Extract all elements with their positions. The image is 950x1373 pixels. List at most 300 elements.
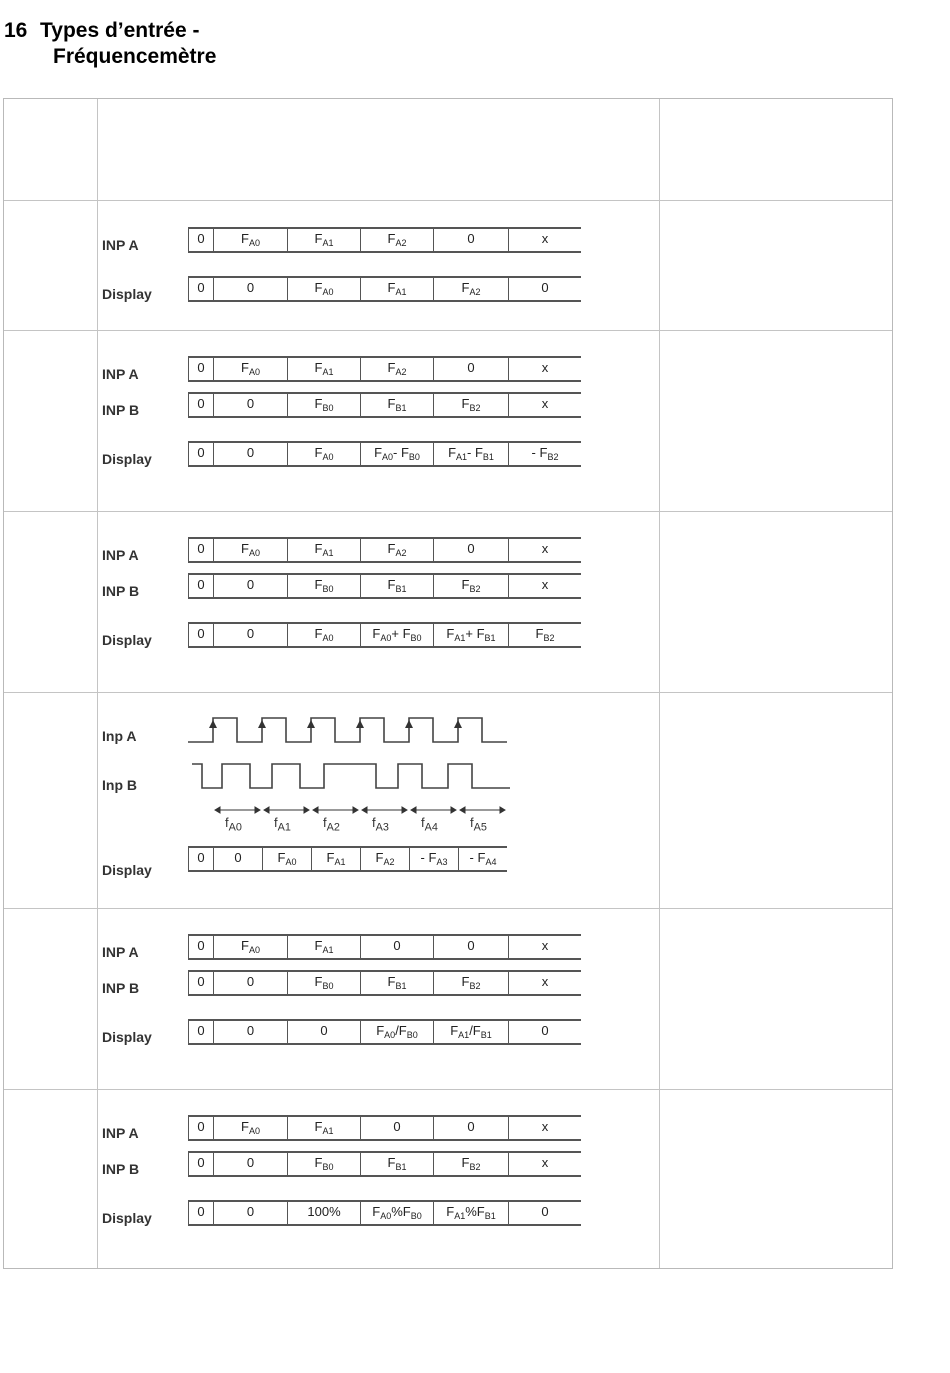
signal-label: INP B (102, 402, 140, 418)
signal-label: Display (102, 862, 152, 878)
subscript: B2 (547, 452, 559, 462)
input-timeline (188, 573, 581, 599)
timeline-cell (262, 848, 311, 870)
timeline-cell (433, 394, 508, 416)
timeline-cell (213, 1153, 287, 1175)
subscript: A1 (456, 452, 468, 462)
cell-text: F (446, 626, 455, 641)
cell-text: F (387, 231, 396, 246)
timeline-rule (188, 465, 581, 467)
interval-label (372, 815, 389, 834)
rising-edge-arrow-icon (209, 720, 217, 728)
cell-text: x (541, 577, 549, 592)
timeline-cell (433, 229, 508, 251)
subscript: B1 (480, 1030, 492, 1040)
cell-text: f (274, 815, 278, 830)
cell-text: F (387, 1155, 396, 1170)
signal-label: INP B (102, 980, 140, 996)
interval-label (274, 815, 291, 834)
interval-label (323, 815, 340, 834)
timeline-cell (360, 358, 433, 380)
timeline-cell (409, 848, 458, 870)
cell-text: 0 (197, 231, 205, 246)
subscript: A5 (473, 821, 487, 834)
subscript: A0 (248, 1126, 260, 1136)
timeline-cell (311, 848, 360, 870)
cell-text: F (461, 280, 470, 295)
row-divider (4, 908, 892, 909)
timeline-cell (188, 1021, 213, 1043)
cell-text: 0 (467, 1119, 475, 1134)
input-timeline (188, 1151, 581, 1177)
cell-text: /F (395, 1023, 407, 1038)
timeline-cell (508, 1117, 581, 1139)
timeline-cell (287, 278, 360, 300)
cell-text: x (541, 938, 549, 953)
subscript: A0 (384, 1030, 396, 1040)
cell-text: - F (469, 850, 486, 865)
signal-label: INP A (102, 366, 139, 382)
cell-text: 0 (246, 396, 255, 411)
timeline-cell (508, 539, 581, 561)
timeline-cell (287, 1021, 360, 1043)
subscript: A3 (375, 821, 389, 834)
signal-label: INP A (102, 547, 139, 563)
cell-text: F (314, 360, 323, 375)
timeline-cell (287, 624, 360, 646)
subscript: A1 (322, 367, 334, 377)
cell-text: 0 (197, 1119, 205, 1134)
timeline-cell (287, 1117, 360, 1139)
timeline-cell (360, 394, 433, 416)
subscript: A1 (454, 633, 466, 643)
signal-label: Inp B (102, 777, 137, 793)
cell-text: F (387, 577, 396, 592)
timeline-cell (213, 624, 287, 646)
timeline-cell (508, 278, 581, 300)
cell-text: F (326, 850, 335, 865)
title-line-2: Fréquencemètre (53, 45, 217, 68)
timeline-cell (287, 394, 360, 416)
cell-text: F (314, 626, 323, 641)
subscript: B2 (543, 633, 555, 643)
subscript: A0 (248, 238, 260, 248)
cell-text: x (541, 231, 549, 246)
timeline-cell (508, 624, 581, 646)
timeline-cell (213, 1117, 287, 1139)
timeline-rule (188, 1224, 581, 1226)
cell-text: f (470, 815, 474, 830)
timeline-cell (188, 358, 213, 380)
subscript: A1 (458, 1030, 470, 1040)
subscript: B2 (469, 584, 481, 594)
subscript: A1 (454, 1211, 466, 1221)
input-timeline (188, 227, 581, 253)
cell-text: F (446, 1204, 455, 1219)
cell-text: 0 (197, 974, 205, 989)
cell-text: x (541, 1155, 549, 1170)
cell-text: F (372, 1204, 381, 1219)
interval-arrow (264, 807, 309, 813)
signal-label: Inp A (102, 728, 137, 744)
cell-text: 0 (197, 396, 205, 411)
timeline-cell (287, 1153, 360, 1175)
interval-label (470, 815, 487, 834)
cell-text: 0 (393, 938, 401, 953)
timeline-rule (188, 994, 581, 996)
input-timeline (188, 392, 581, 418)
cell-text: + F (391, 626, 411, 641)
timeline-cell (188, 394, 213, 416)
subscript: B0 (322, 403, 334, 413)
timeline-cell (287, 575, 360, 597)
display-timeline (188, 441, 581, 467)
cell-text: F (314, 396, 323, 411)
subscript: B0 (322, 981, 334, 991)
cell-text: 0 (320, 1023, 328, 1038)
cell-text: F (241, 938, 249, 953)
cell-text: 100% (307, 1204, 341, 1219)
subscript: A2 (395, 548, 407, 558)
row-divider (4, 511, 892, 512)
subscript: A1 (334, 857, 346, 867)
timeline-cell (188, 848, 213, 870)
timeline-cell (213, 1202, 287, 1224)
cell-text: - F (467, 445, 483, 460)
cell-text: x (541, 360, 549, 375)
timeline-cell (508, 229, 581, 251)
timeline-cell (287, 936, 360, 958)
timeline-cell (458, 848, 507, 870)
cell-text: F (314, 280, 323, 295)
rising-edge-arrow-icon (454, 720, 462, 728)
cell-text: 0 (246, 577, 255, 592)
cell-text: F (461, 974, 470, 989)
interval-arrow (313, 807, 358, 813)
timeline-cell (188, 972, 213, 994)
subscript: A0 (248, 367, 260, 377)
cell-text: - F (393, 445, 409, 460)
timeline-cell (213, 936, 287, 958)
cell-text: F (461, 396, 470, 411)
timeline-cell (508, 1021, 581, 1043)
subscript: A0 (380, 1211, 392, 1221)
timeline-rule (188, 251, 581, 253)
cell-text: 0 (246, 280, 255, 295)
timeline-cell (433, 358, 508, 380)
timeline-cell (287, 1202, 360, 1224)
row-divider (4, 1089, 892, 1090)
timeline-rule (188, 380, 581, 382)
subscript: A4 (424, 821, 438, 834)
subscript: A1 (322, 238, 334, 248)
cell-text: 0 (197, 938, 205, 953)
cell-text: 0 (541, 1204, 549, 1219)
timeline-cell (213, 358, 287, 380)
timeline-cell (213, 229, 287, 251)
subscript: B1 (484, 633, 496, 643)
interval-label (225, 815, 242, 834)
cell-text: F (375, 850, 384, 865)
cell-text: %F (465, 1204, 485, 1219)
timeline-cell (213, 539, 287, 561)
subscript: B2 (469, 1162, 481, 1172)
cell-text: x (541, 541, 549, 556)
cell-text: F (387, 360, 396, 375)
timeline-cell (188, 1117, 213, 1139)
input-timeline (188, 356, 581, 382)
timeline-cell (508, 394, 581, 416)
subscript: B1 (395, 584, 407, 594)
cell-text: 0 (246, 626, 255, 641)
inp-b-signal (192, 764, 510, 788)
subscript: B0 (406, 1030, 418, 1040)
subscript: A1 (277, 821, 291, 834)
timeline-rule (188, 300, 581, 302)
row-divider (4, 692, 892, 693)
timeline-cell (433, 1202, 508, 1224)
interval-arrow (215, 807, 260, 813)
cell-text: F (277, 850, 286, 865)
timeline-cell (433, 539, 508, 561)
cell-text: F (448, 445, 457, 460)
subscript: B0 (322, 584, 334, 594)
cell-text: x (541, 396, 549, 411)
title-line-1: Types d’entrée - (40, 19, 200, 42)
cell-text: F (387, 541, 396, 556)
cell-text: x (541, 974, 549, 989)
timeline-cell (188, 539, 213, 561)
page-title (4, 18, 216, 70)
timeline-cell (213, 278, 287, 300)
subscript: A0 (322, 287, 334, 297)
cell-text: 0 (246, 445, 255, 460)
row-divider (4, 200, 892, 201)
timeline-cell (360, 972, 433, 994)
signal-label: INP B (102, 1161, 140, 1177)
cell-text: F (314, 231, 323, 246)
cell-text: 0 (246, 1155, 255, 1170)
display-timeline (188, 622, 581, 648)
timeline-cell (188, 624, 213, 646)
signal-label: Display (102, 286, 152, 302)
timeline-cell (508, 972, 581, 994)
timeline-cell (508, 443, 581, 465)
timeline-cell (360, 229, 433, 251)
cell-text: 0 (541, 280, 549, 295)
cell-text: F (372, 626, 381, 641)
subscript: A1 (395, 287, 407, 297)
subscript: A0 (322, 633, 334, 643)
timeline-cell (360, 1202, 433, 1224)
timeline-cell (213, 575, 287, 597)
cell-text: 0 (197, 850, 205, 865)
column-divider (97, 99, 98, 1268)
cell-text: + F (465, 626, 485, 641)
timeline-cell (508, 575, 581, 597)
subscript: B1 (395, 981, 407, 991)
timeline-cell (360, 848, 409, 870)
cell-text: F (241, 231, 249, 246)
display-timeline (188, 276, 581, 302)
signal-label: Display (102, 1210, 152, 1226)
input-types-table (3, 98, 893, 1269)
signal-label: INP A (102, 237, 139, 253)
timing-waveform (188, 712, 518, 862)
timeline-cell (433, 443, 508, 465)
subscript: A3 (436, 857, 448, 867)
subscript: B0 (408, 452, 420, 462)
cell-text: 0 (246, 1204, 255, 1219)
subscript: A0 (285, 857, 297, 867)
rising-edge-arrow-icon (307, 720, 315, 728)
input-timeline (188, 970, 581, 996)
timeline-cell (360, 278, 433, 300)
subscript: A2 (469, 287, 481, 297)
timeline-cell (508, 358, 581, 380)
subscript: B1 (482, 452, 494, 462)
subscript: B0 (410, 1211, 422, 1221)
cell-text: 0 (393, 1119, 401, 1134)
cell-text: 0 (234, 850, 242, 865)
timeline-cell (287, 539, 360, 561)
timeline-cell (188, 1153, 213, 1175)
subscript: A0 (322, 452, 334, 462)
timeline-cell (188, 1202, 213, 1224)
signal-label: Display (102, 1029, 152, 1045)
timeline-cell (433, 1153, 508, 1175)
cell-text: %F (391, 1204, 411, 1219)
cell-text: F (387, 280, 396, 295)
timeline-cell (213, 848, 262, 870)
cell-text: F (314, 445, 323, 460)
cell-text: F (387, 974, 396, 989)
cell-text: F (314, 541, 323, 556)
subscript: A2 (326, 821, 340, 834)
timeline-cell (433, 278, 508, 300)
timeline-cell (213, 1021, 287, 1043)
subscript: A1 (322, 548, 334, 558)
cell-text: 0 (246, 974, 255, 989)
timeline-cell (213, 443, 287, 465)
timeline-cell (360, 575, 433, 597)
timeline-cell (433, 575, 508, 597)
cell-text: 0 (197, 577, 205, 592)
timeline-cell (360, 624, 433, 646)
timeline-rule (188, 561, 581, 563)
cell-text: 0 (197, 1155, 205, 1170)
cell-text: - F (531, 445, 548, 460)
subscript: B0 (410, 633, 422, 643)
cell-text: 0 (467, 231, 475, 246)
cell-text: 0 (197, 445, 205, 460)
cell-text: F (241, 360, 249, 375)
signal-label: INP A (102, 944, 139, 960)
timeline-rule (188, 958, 581, 960)
timeline-cell (433, 1117, 508, 1139)
cell-text: F (314, 1119, 323, 1134)
subscript: A0 (380, 633, 392, 643)
timeline-cell (508, 1153, 581, 1175)
row-divider (4, 330, 892, 331)
cell-text: F (314, 577, 323, 592)
timeline-cell (433, 1021, 508, 1043)
subscript: B2 (469, 403, 481, 413)
subscript: A1 (322, 945, 334, 955)
rising-edge-arrow-icon (405, 720, 413, 728)
cell-text: F (314, 938, 323, 953)
cell-text: 0 (197, 541, 205, 556)
timeline-cell (433, 624, 508, 646)
subscript: A0 (248, 945, 260, 955)
cell-text: 0 (541, 1023, 549, 1038)
input-timeline (188, 537, 581, 563)
timeline-cell (213, 972, 287, 994)
rising-edge-arrow-icon (356, 720, 364, 728)
timeline-cell (188, 575, 213, 597)
cell-text: F (374, 445, 383, 460)
column-divider (659, 99, 660, 1268)
timeline-rule (188, 416, 581, 418)
subscript: A2 (395, 367, 407, 377)
timeline-rule (188, 1139, 581, 1141)
timeline-cell (360, 1117, 433, 1139)
timeline-rule (188, 1043, 581, 1045)
signal-label: INP A (102, 1125, 139, 1141)
cell-text: F (450, 1023, 459, 1038)
timeline-rule (188, 870, 507, 872)
timeline-cell (287, 229, 360, 251)
timeline-cell (360, 936, 433, 958)
timeline-cell (433, 972, 508, 994)
subscript: A0 (228, 821, 242, 834)
subscript: B2 (469, 981, 481, 991)
cell-text: F (387, 396, 396, 411)
interval-arrow (411, 807, 456, 813)
cell-text: f (421, 815, 425, 830)
timeline-rule (188, 1175, 581, 1177)
timeline-cell (188, 278, 213, 300)
inp-a-signal (188, 718, 507, 742)
cell-text: F (241, 541, 249, 556)
timeline-cell (287, 443, 360, 465)
timeline-cell (188, 936, 213, 958)
subscript: A2 (395, 238, 407, 248)
cell-text: F (241, 1119, 249, 1134)
timeline-cell (360, 539, 433, 561)
subscript: B0 (322, 1162, 334, 1172)
display-timeline (188, 1200, 581, 1226)
cell-text: F (376, 1023, 385, 1038)
cell-text: f (225, 815, 229, 830)
subscript: B1 (484, 1211, 496, 1221)
cell-text: 0 (197, 280, 205, 295)
timeline-cell (360, 443, 433, 465)
cell-text: x (541, 1119, 549, 1134)
cell-text: 0 (246, 1023, 255, 1038)
cell-text: F (461, 1155, 470, 1170)
timeline-cell (360, 1021, 433, 1043)
signal-label: INP B (102, 583, 140, 599)
cell-text: F (461, 577, 470, 592)
timeline-cell (287, 358, 360, 380)
cell-text: f (323, 815, 327, 830)
cell-text: - F (420, 850, 437, 865)
interval-arrow (460, 807, 505, 813)
rising-edge-arrow-icon (258, 720, 266, 728)
timeline-cell (188, 229, 213, 251)
display-timeline (188, 846, 507, 872)
